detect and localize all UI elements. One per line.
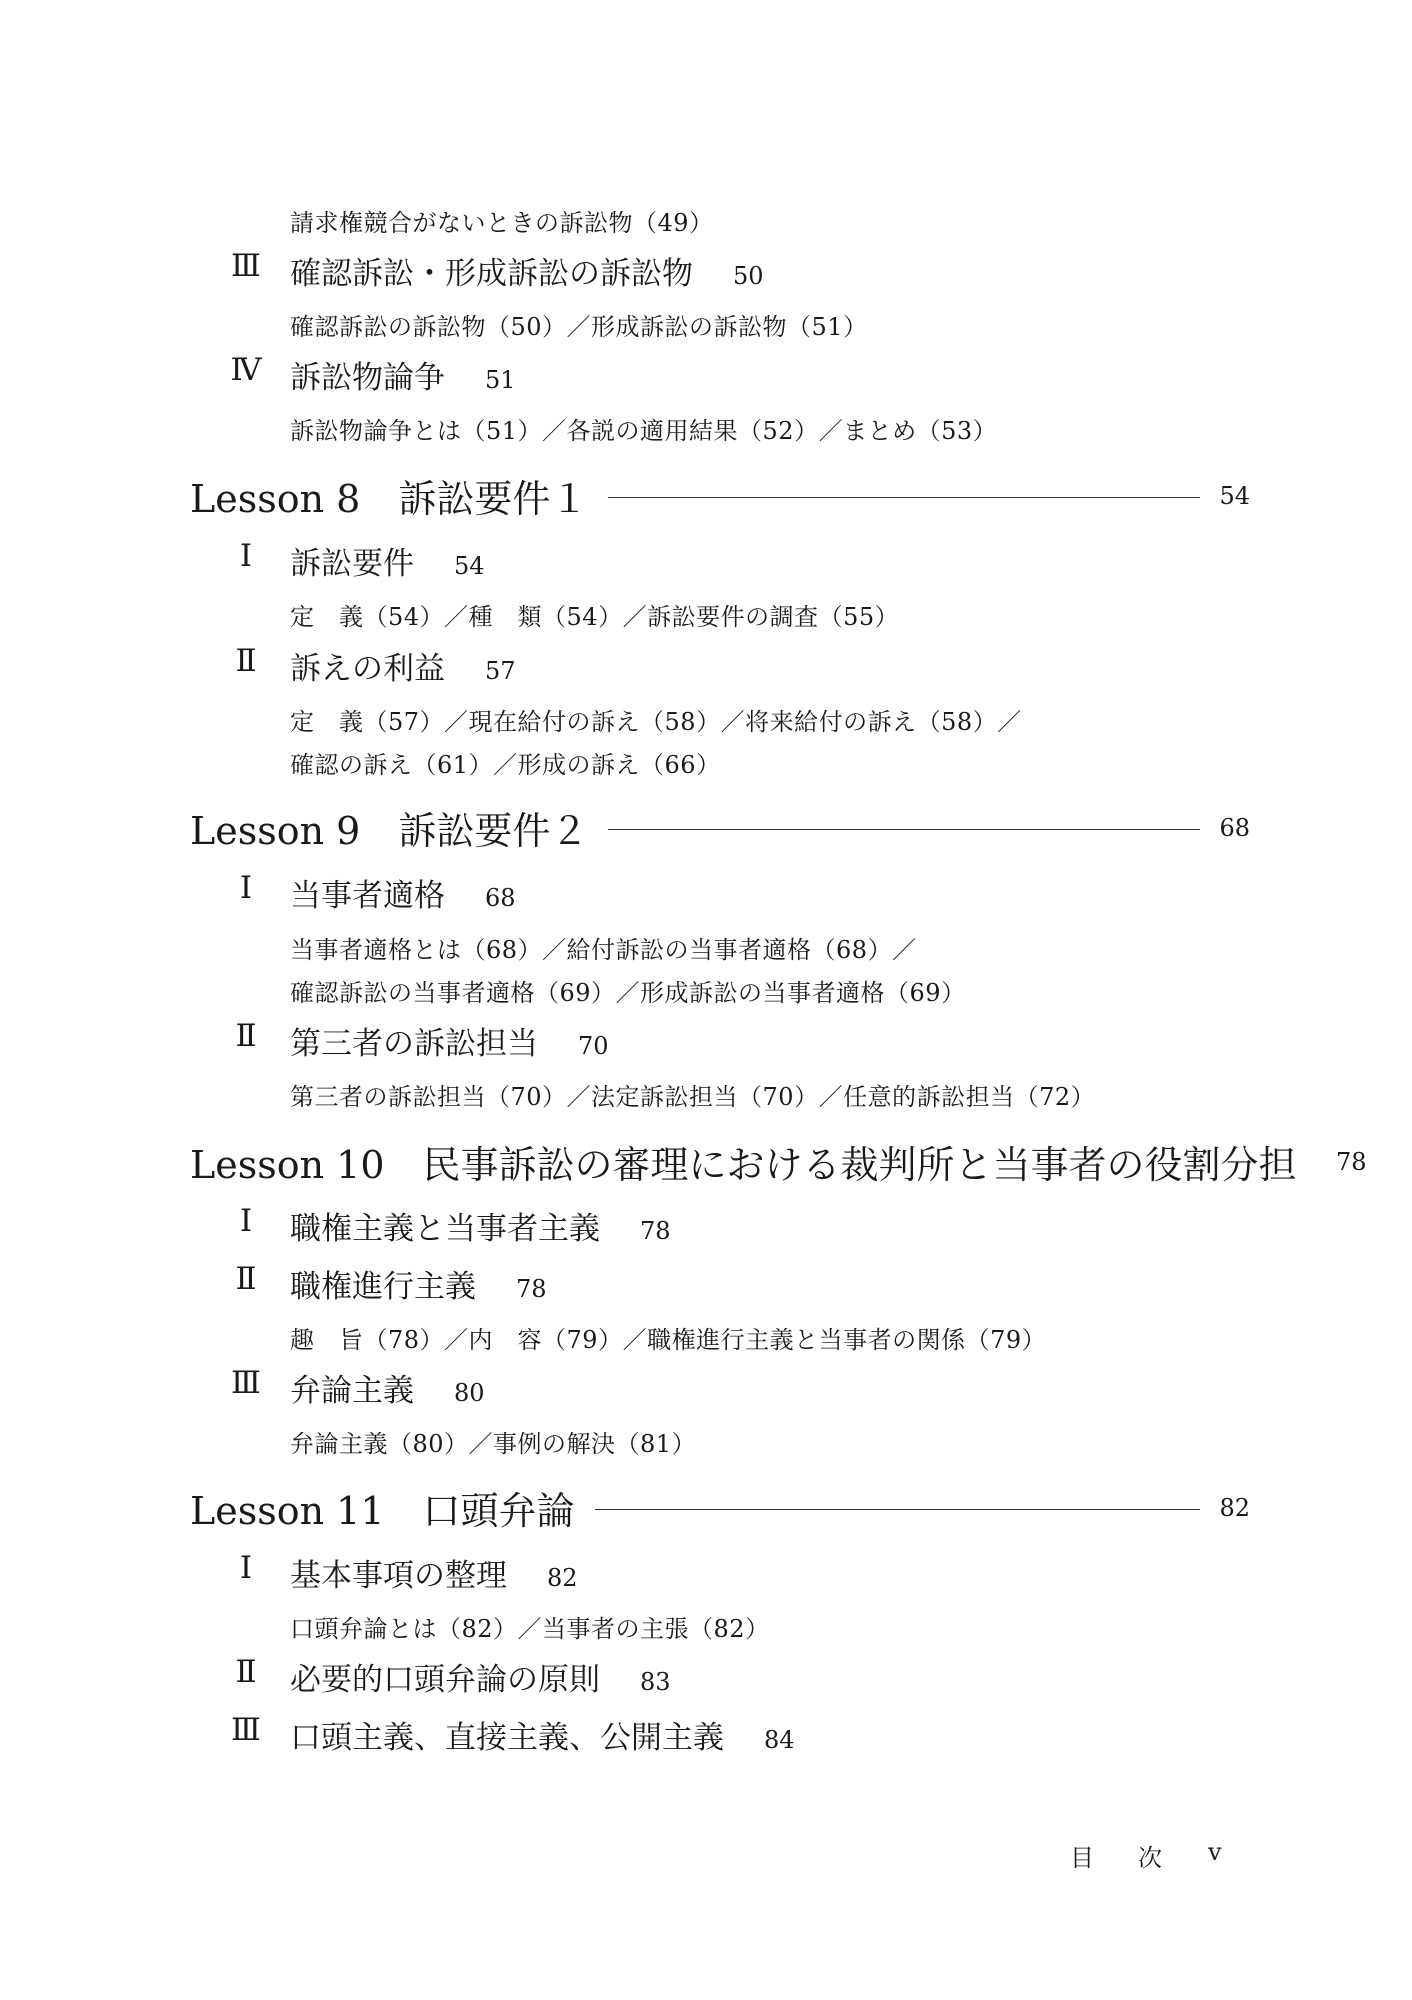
section-number: Ⅰ	[239, 538, 253, 574]
section-title: 第三者の訴訟担当 70	[290, 1026, 609, 1062]
section-number: Ⅰ	[239, 1550, 253, 1586]
lesson-page: 54	[1219, 481, 1250, 510]
section-title: 訴訟物論争 51	[290, 360, 516, 396]
section-title: 職権主義と当事者主義 78	[290, 1211, 671, 1247]
lesson-title: Lesson 10 民事訴訟の審理における裁判所と当事者の役割分担	[190, 1143, 1297, 1187]
section-title: 当事者適格 68	[290, 878, 516, 914]
lesson-page: 68	[1219, 813, 1250, 842]
toc-subitems: 趣 旨（78）／内 容（79）／職権進行主義と当事者の関係（79）	[290, 1326, 1047, 1354]
lesson-heading	[190, 1480, 1250, 1535]
section-title: 口頭主義、直接主義、公開主義 84	[290, 1720, 795, 1756]
toc-subitems: 確認訴訟の訴訟物（50）／形成訴訟の訴訟物（51）	[290, 313, 868, 341]
section-title: 弁論主義 80	[290, 1373, 485, 1409]
lesson-page: 78	[1335, 1147, 1367, 1176]
section-number: Ⅰ	[239, 1203, 253, 1239]
section-number: Ⅱ	[235, 1018, 257, 1054]
section-page: 68	[485, 884, 516, 912]
section-number: Ⅲ	[231, 1365, 261, 1401]
toc-subitems: 第三者の訴訟担当（70）／法定訴訟担当（70）／任意的訴訟担当（72）	[290, 1083, 1096, 1111]
section-page: 57	[485, 657, 516, 685]
toc-subitems: 弁論主義（80）／事例の解決（81）	[290, 1430, 697, 1458]
leader-rule	[595, 1509, 1200, 1510]
section-number: Ⅲ	[231, 248, 261, 284]
section-number: Ⅳ	[230, 352, 262, 388]
section-page: 78	[516, 1275, 547, 1303]
lesson-title: Lesson 9 訴訟要件２	[190, 809, 589, 853]
lesson-heading	[190, 468, 1250, 523]
section-number: Ⅲ	[231, 1712, 261, 1748]
lesson-title: Lesson 8 訴訟要件１	[190, 477, 589, 521]
section-number: Ⅱ	[235, 643, 257, 679]
lesson-heading	[190, 1134, 1367, 1189]
toc-subitems: 請求権競合がないときの訴訟物（49）	[290, 209, 714, 237]
toc-subitems: 確認訴訟の当事者適格（69）／形成訴訟の当事者適格（69）	[290, 979, 966, 1007]
section-title: 職権進行主義 78	[290, 1269, 547, 1305]
leader-rule	[608, 829, 1200, 830]
footer-label: 目	[1070, 1844, 1094, 1872]
lesson-title: Lesson 11 口頭弁論	[190, 1489, 575, 1533]
section-page: 50	[733, 262, 764, 290]
section-page: 78	[640, 1217, 671, 1245]
section-page: 84	[764, 1726, 795, 1754]
section-page: 82	[547, 1564, 578, 1592]
section-page: 80	[454, 1379, 485, 1407]
lesson-heading	[190, 800, 1250, 855]
leader-rule	[608, 497, 1200, 498]
section-number: Ⅰ	[239, 870, 253, 906]
lesson-page: 82	[1219, 1493, 1250, 1522]
section-page: 83	[640, 1668, 671, 1696]
footer-page-number: v	[1208, 1838, 1222, 1866]
section-title: 訴えの利益 57	[290, 651, 516, 687]
section-page: 54	[454, 552, 485, 580]
section-title: 基本事項の整理 82	[290, 1558, 578, 1594]
toc-subitems: 当事者適格とは（68）／給付訴訟の当事者適格（68）／	[290, 936, 917, 964]
footer-label: 次	[1138, 1844, 1162, 1872]
section-number: Ⅱ	[235, 1261, 257, 1297]
section-title: 訴訟要件 54	[290, 546, 485, 582]
section-page: 70	[578, 1032, 609, 1060]
section-page: 51	[485, 366, 516, 394]
toc-subitems: 定 義（54）／種 類（54）／訴訟要件の調査（55）	[290, 603, 900, 631]
toc-subitems: 訴訟物論争とは（51）／各説の適用結果（52）／まとめ（53）	[290, 417, 998, 445]
toc-subitems: 確認の訴え（61）／形成の訴え（66）	[290, 751, 721, 779]
section-number: Ⅱ	[235, 1654, 257, 1690]
section-title: 必要的口頭弁論の原則 83	[290, 1662, 671, 1698]
toc-subitems: 口頭弁論とは（82）／当事者の主張（82）	[290, 1615, 770, 1643]
section-title: 確認訴訟・形成訴訟の訴訟物 50	[290, 256, 764, 292]
toc-subitems: 定 義（57）／現在給付の訴え（58）／将来給付の訴え（58）／	[290, 708, 1022, 736]
